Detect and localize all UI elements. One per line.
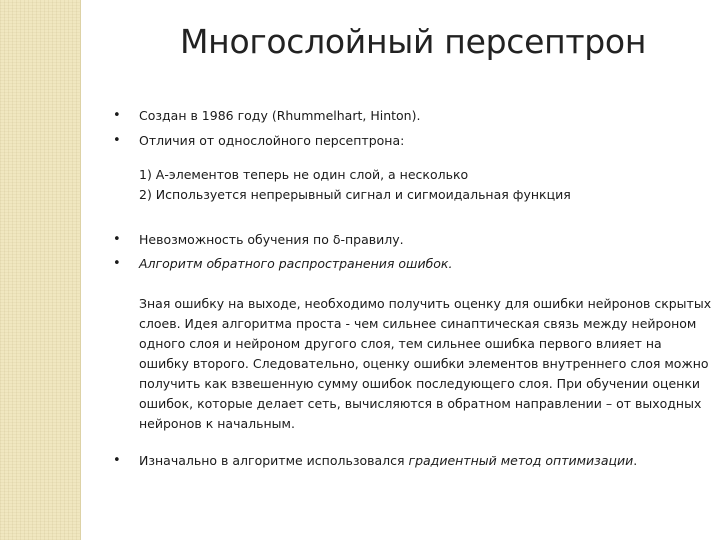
bullet-delta-rule: Невозможность обучения по δ-правилу. <box>139 232 404 247</box>
bullet-gradient-method <box>139 451 637 471</box>
bullet-marker: • <box>113 232 121 247</box>
gradient-text-end: . <box>633 453 638 468</box>
bullet-marker: • <box>113 256 121 271</box>
gradient-method-term: градиентный метод оптимизации <box>408 453 634 468</box>
difference-item-2: 2) Используется непрерывный сигнал и сигмоидальная функция <box>139 187 571 202</box>
gradient-text-start: Изначально в алгоритме использовался <box>139 453 409 468</box>
bullet-differences: Отличия от однослойного персептрона: <box>139 133 405 148</box>
slide-title: Многослойный персептрон <box>180 22 647 61</box>
bullet-marker: • <box>113 133 121 148</box>
bullet-backprop: Алгоритм обратного распространения ошибок. <box>139 256 453 271</box>
bullet-created: Создан в 1986 году (Rhummelhart, Hinton). <box>139 108 421 123</box>
decorative-side-strip <box>0 0 81 540</box>
bullet-marker: • <box>113 453 121 468</box>
difference-item-1: 1) А-элементов теперь не один слой, а несколько <box>139 167 469 182</box>
bullet-marker: • <box>113 108 121 123</box>
backprop-description: Зная ошибку на выходе, необходимо получить оценку для ошибки нейронов скрытых слоев. Идея алгоритма проста - чем сильнее синаптическая связь между нейроном одного слоя и нейроном другого слоя, тем сильнее ошибка первого влияет на ошибку второго. Следовательно, оценку ошибки элементов внутреннего слоя можно получить как взвешенную сумму ошибок последующего слоя. При обучении оценки ошибок, которые делает сеть, вычисляются в обратном направлении – от выходных нейронов к начальным. <box>139 296 712 431</box>
